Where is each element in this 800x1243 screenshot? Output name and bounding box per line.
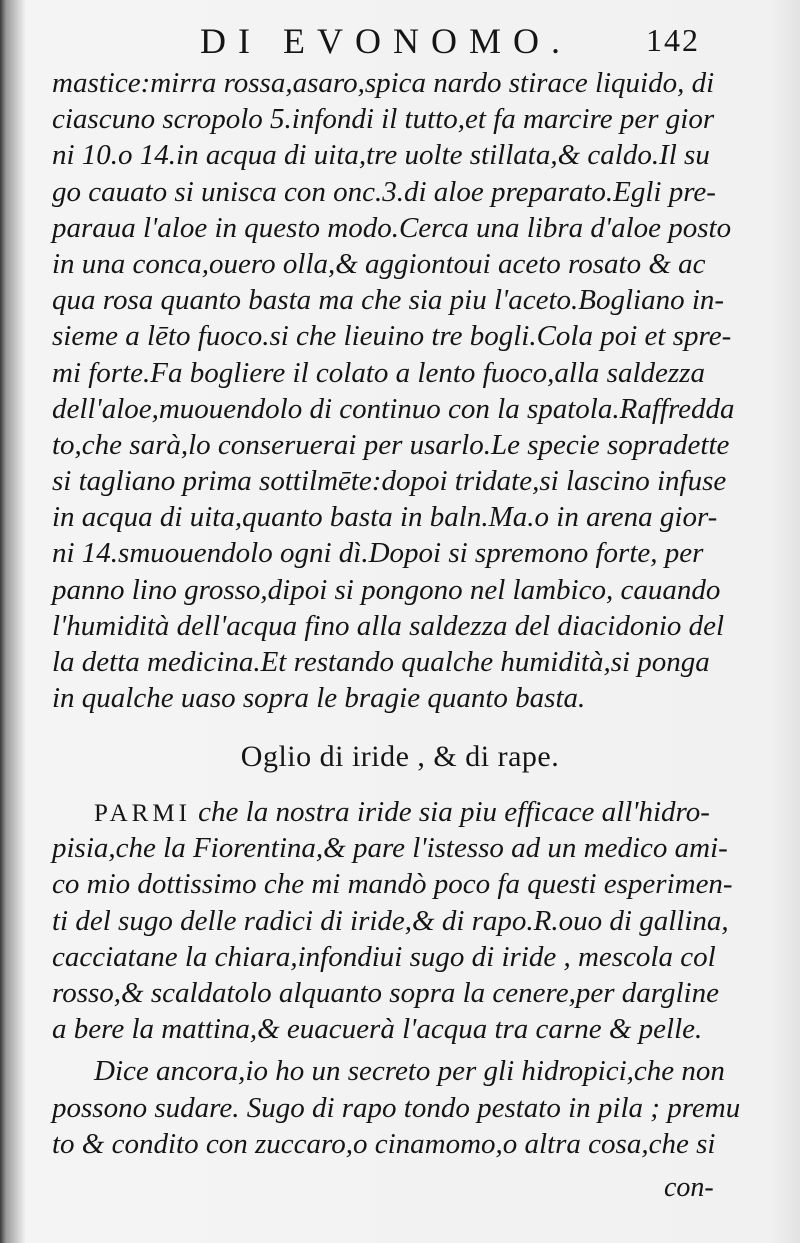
text-line: co mio dottissimo che mi mandò poco fa questi esperimen- xyxy=(52,868,733,901)
text-line: sieme a lēto fuoco.si che lieuino tre bogli.Cola poi et spre- xyxy=(52,320,732,353)
text-line: to & condito con zuccaro,o cinamomo,o altra cosa,che si xyxy=(52,1127,716,1160)
text-line: paraua l'aloe in questo modo.Cerca una libra d'aloe posto xyxy=(52,211,732,244)
text-fragment: che la nostra iride sia piu efficace all'hidro- xyxy=(190,796,710,828)
text-line: ni 10.o 14.in acqua di uita,tre uolte stillata,& caldo.Il su xyxy=(52,139,710,172)
paragraph-recipe-aloe xyxy=(52,65,767,716)
text-line: si tagliano prima sottilmēte:dopoi tridate,si lascino infuse xyxy=(52,465,727,498)
text-line: ni 14.smuouendolo ogni dì.Dopoi si spremono forte, per xyxy=(52,537,704,570)
text-line: mastice:mirra rossa,asaro,spica nardo stirace liquido, di xyxy=(52,67,715,99)
section-heading: Oglio di iride , & di rape. xyxy=(240,740,560,773)
text-line xyxy=(52,794,767,830)
text-line: rosso,& scaldatolo alquanto sopra la cenere,per dargline xyxy=(52,976,719,1009)
text-line: Dice ancora,io ho un secreto per gli hidropici,che non xyxy=(94,1055,725,1088)
text-line: qua rosa quanto basta ma che sia piu l'aceto.Bogliano in- xyxy=(52,284,725,317)
text-line: dell'aloe,muouendolo di continuo con la spatola.Raffredda xyxy=(52,392,735,425)
text-line: to,che sarà,lo conseruerai per usarlo.Le specie sopradette xyxy=(52,428,730,461)
text-line: panno lino grosso,dipoi si pongono nel lambico, cauando xyxy=(52,573,721,606)
initial-word: PARMI xyxy=(94,800,191,827)
text-line: ti del sugo delle radici di iride,& di rapo.R.ouo di gallina, xyxy=(52,904,729,937)
text-line: go cauato si unisca con onc.3.di aloe preparato.Egli pre- xyxy=(52,175,716,208)
text-line: ciascuno scropolo 5.infondi il tutto,et fa marcire per gior xyxy=(52,103,715,136)
paragraph-iride xyxy=(52,794,767,1162)
page-header xyxy=(0,18,800,62)
text-line: mi forte.Fa bogliere il colato a lento fuoco,alla saldezza xyxy=(52,356,705,389)
text-line: in una conca,ouero olla,& aggiontoui aceto rosato & ac xyxy=(52,247,706,280)
text-line: a bere la mattina,& euacuerà l'acqua tra carne & pelle. xyxy=(52,1013,703,1046)
text-line: cacciatane la chiara,infondiui sugo di iride , mescola col xyxy=(52,940,716,973)
text-line: in qualche uaso sopra le bragie quanto basta. xyxy=(52,682,586,715)
text-line: la detta medicina.Et restando qualche humidità,si ponga xyxy=(52,646,710,678)
page-number: 142 xyxy=(646,22,700,58)
running-title: DI EVONOMO. xyxy=(200,21,572,61)
text-line: l'humidità dell'acqua fino alla saldezza del diacidonio del xyxy=(52,609,725,642)
text-line: pisia,che la Fiorentina,& pare l'istesso ad un medico ami- xyxy=(52,832,728,865)
catchword: con- xyxy=(664,1172,714,1203)
text-line: in acqua di uita,quanto basta in baln.Ma.o in arena gior- xyxy=(52,501,718,534)
text-line: possono sudare. Sugo di rapo tondo pestato in pila ; premu xyxy=(52,1091,741,1124)
